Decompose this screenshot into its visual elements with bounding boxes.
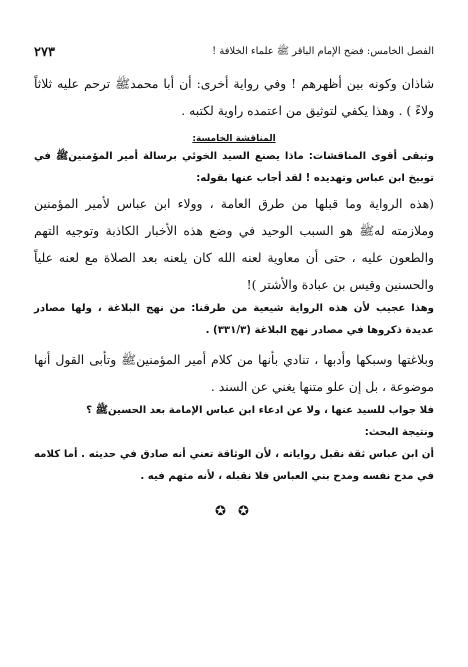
paragraph-2-lead: وتبقى أقوى المناقشات: ماذا يصنع السيد الخوئي برسالة أمير المؤمنينﷺ في توبيخ ابن عباس وتهديده ! لقد أجاب عنها بقوله: [34,151,434,184]
paragraph-7: أن ابن عباس ثقة نقبل رواياته ، لأن الوثاقة تعني أنه صادق في حديثه . أما كلامه في مدح نفسه ومدح بني العباس فلا نقبله ، لأنه متهم فيه . [34,449,434,482]
page-number: ٢٧٣ [34,44,55,60]
paragraph-6: ونتيجة البحث: [364,427,434,438]
paragraph-4: وبلاغتها وسبكها وأدبها ، تنادي بأنها من كلام أمير المؤمنينﷺ وتأبى القول أنها موضوعة ، بل إن علو متنها يغني عن السند . [34,352,434,394]
paragraph-3: وهذا عجيب لأن هذه الرواية شيعية من طرقنا: من نهج البلاغة ، ولها مصادر عديدة ذكروها في مصادر نهج البلاغة (٣٣١/٣) . [34,303,434,336]
running-header [34,42,434,62]
page-body [34,70,434,488]
paragraph-1: شاذان وكونه بين أظهرهم ! وفي رواية أخرى: أن أبا محمدﷺ ترحم عليه ثلاثاً ولاءً ) . وهذا يكفي لتوثيق من اعتمده راوية لكتبه . [34,76,434,118]
paragraph-5: فلا جواب للسيد عنها ، ولا عن ادعاء ابن عباس الإمامة بعد الحسينﷺ ؟ [86,405,434,416]
chapter-title: الفصل الخامس: فضح الإمام الباقر ﷺ علماء الخلافة ! [212,46,434,57]
section-title: المناقشة الخامسة: [192,134,276,144]
end-ornament: ✪ ✪ [215,504,253,519]
paragraph-2-quote: (هذه الرواية وما قبلها من طرق العامة ، وولاء ابن عباس لأمير المؤمنين وملازمته لهﷺ هو السبب الوحيد في وضع هذه الأخبار الكاذبة وتوجيه التهم والطعون عليه ، حتى أن معاوية لعنه الله كان يلعنه بعد الصلاة مع لعنه علياً والحسنين وقيس بن عبادة والأشتر )! [34,196,434,292]
